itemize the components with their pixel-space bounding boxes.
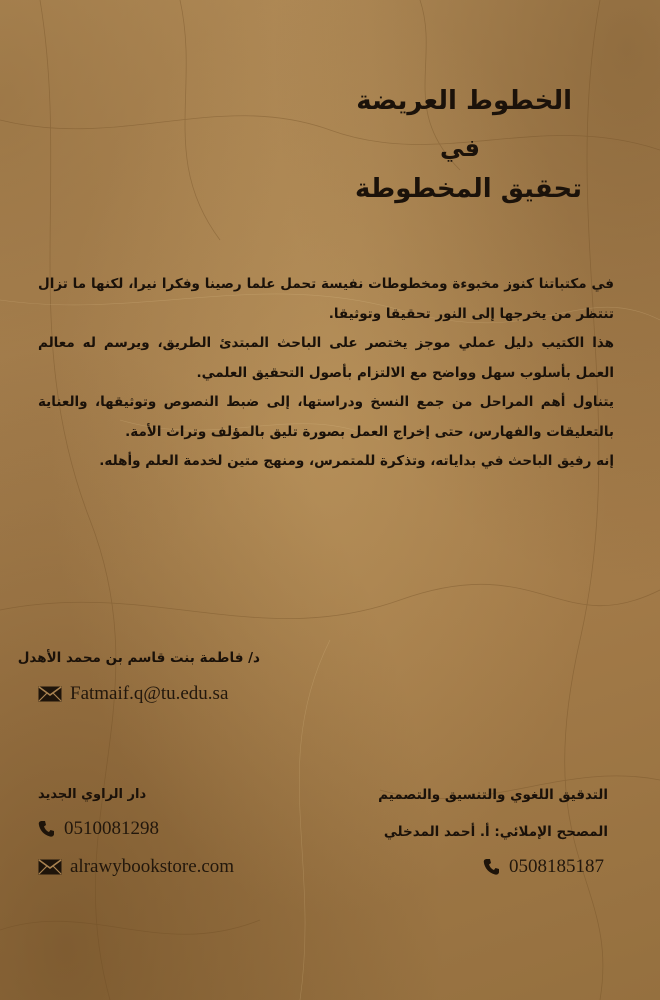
- credit-phone-row[interactable]: [483, 856, 604, 878]
- title-line-3: تحقيق المخطوطة: [354, 174, 582, 204]
- publisher-website-row[interactable]: [38, 856, 234, 878]
- publisher-name: دار الراوي الجديد: [38, 787, 147, 802]
- phone-icon: [38, 820, 54, 838]
- title-line-1: الخطوط العريضة: [356, 86, 572, 116]
- description-paragraph: إنه رفيق الباحث في بداياته، وتذكرة للمتمرس، ومنهج متين لخدمة العلم وأهله.: [99, 453, 614, 469]
- author-email-row[interactable]: [38, 683, 228, 705]
- credit-phone[interactable]: 0508185187: [509, 856, 604, 877]
- publisher-phone-row[interactable]: [38, 818, 159, 840]
- title-line-2: في: [440, 134, 480, 162]
- envelope-icon: [38, 686, 62, 702]
- publisher-phone[interactable]: 0510081298: [64, 818, 159, 839]
- proofreader-credit: المصحح الإملائي: أ. أحمد المدخلي: [383, 824, 608, 840]
- publisher-website[interactable]: alrawybookstore.com: [70, 856, 235, 877]
- description-paragraph: يتناول أهم المراحل من جمع النسخ ودراستها، إلى ضبط النصوص وتوثيقها، والعناية بالتعليقات والفهارس، حتى إخراج العمل بصورة تليق بالمؤلف وتراث الأمة.: [38, 394, 614, 440]
- description-paragraph: في مكتباتنا كنوز مخبوءة ومخطوطات نفيسة تحمل علما رصينا وفكرا نيرا، لكنها ما تزال تنتظر من يخرجها إلى النور تحقيقا وتوثيقا.: [38, 276, 614, 322]
- book-description: [38, 270, 614, 477]
- description-paragraph: هذا الكتيب دليل عملي موجز يختصر على الباحث المبتدئ الطريق، ويرسم له معالم العمل بأسلوب سهل وواضح مع الالتزام بأصول التحقيق العلمي.: [38, 335, 614, 381]
- envelope-icon: [38, 859, 62, 875]
- design-credit: التدقيق اللغوي والتنسيق والتصميم: [378, 787, 608, 803]
- phone-icon: [483, 858, 499, 876]
- author-email[interactable]: Fatmaif.q@tu.edu.sa: [70, 683, 229, 704]
- author-name: د/ فاطمة بنت قاسم بن محمد الأهدل: [17, 650, 260, 666]
